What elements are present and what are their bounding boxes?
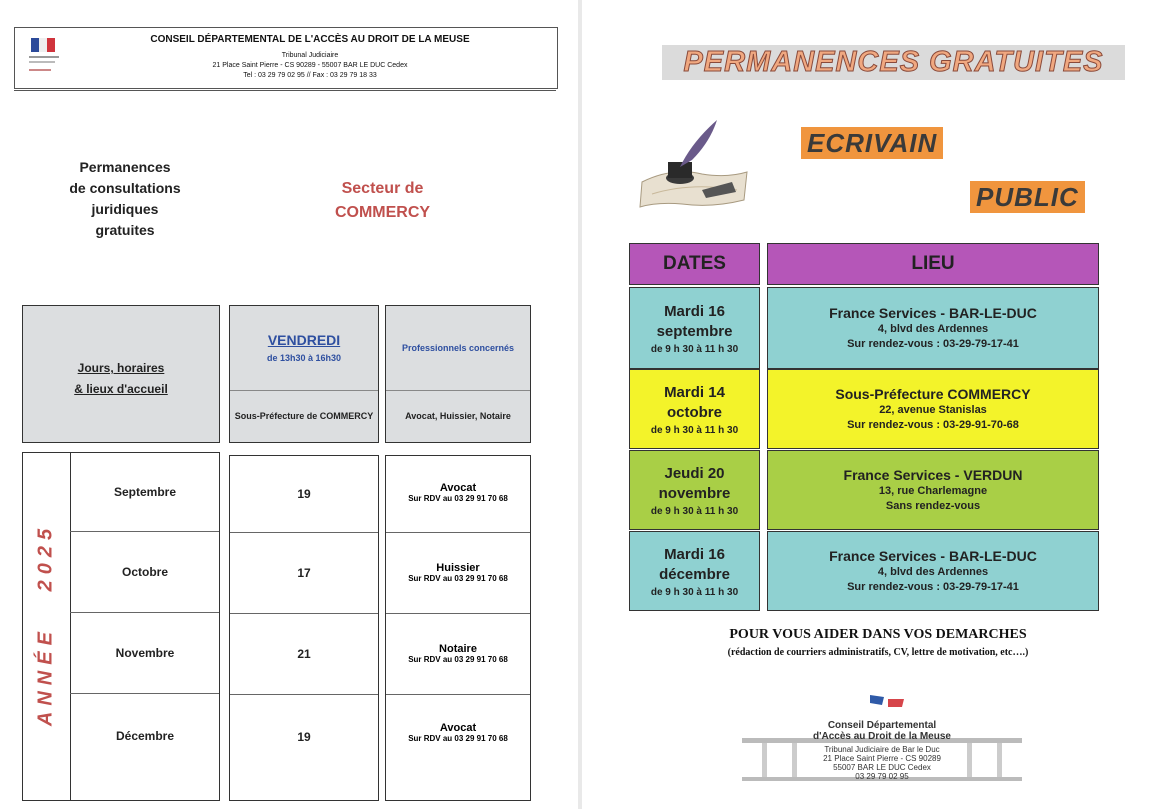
sector-line1: Secteur de (341, 180, 424, 197)
place-address: 4, blvd des Ardennes (877, 323, 989, 335)
left-header-box (14, 27, 558, 89)
date-line2: novembre (658, 484, 731, 502)
place-label: Sous-Préfecture de COMMERCY (234, 411, 374, 421)
month-name: Novembre (115, 646, 175, 660)
place-name: France Services - VERDUN (843, 467, 1023, 483)
place-contact: Sur rendez-vous : 03-29-91-70-68 (847, 419, 1019, 431)
date-time: de 9 h 30 à 11 h 30 (650, 505, 739, 517)
pro-entry (386, 482, 530, 503)
pro-entry (386, 722, 530, 743)
place-contact: Sur rendez-vous : 03-29-79-17-41 (847, 338, 1019, 350)
intro-line3: juridiques (91, 201, 159, 217)
right-flyer-page (582, 0, 1173, 809)
months-column (22, 452, 220, 801)
footer-org (737, 720, 1027, 742)
date-time: de 9 h 30 à 11 h 30 (650, 424, 739, 436)
left-header-line3: Tel : 03 29 79 02 95 // Fax : 03 29 79 18 33 (243, 72, 377, 79)
date-line1: Mardi 16 (664, 545, 725, 563)
month-name: Décembre (115, 729, 175, 743)
pro-name: Avocat (439, 482, 477, 494)
sector-title (310, 177, 455, 225)
lieu-header-label: LIEU (911, 253, 955, 274)
footer-address (737, 745, 1027, 781)
pro-rdv: Sur RDV au 03 29 91 70 68 (408, 494, 508, 503)
left-header-line1: Tribunal Judiciaire (281, 52, 339, 59)
date-line2: décembre (659, 565, 730, 583)
day-box (229, 305, 379, 443)
footer-line3: Tribunal Judiciaire de Bar le Duc (824, 745, 940, 754)
days-column (229, 455, 379, 801)
pro-rdv: Sur RDV au 03 29 91 70 68 (408, 655, 508, 664)
year-label: ANNÉE 2025 (34, 522, 57, 727)
intro-line1: Permanences (79, 159, 171, 175)
date-cell (629, 450, 760, 530)
date-time: de 9 h 30 à 11 h 30 (650, 586, 739, 598)
date-line2: septembre (656, 322, 733, 340)
month-name: Octobre (121, 565, 168, 579)
tag-public: PUBLIC (970, 181, 1085, 213)
pro-rdv: Sur RDV au 03 29 91 70 68 (408, 574, 508, 583)
pro-box-divider (386, 390, 530, 391)
footer-line5: 55007 BAR LE DUC Cedex (833, 763, 931, 772)
col-header-lieu (767, 243, 1099, 285)
date-cell (629, 531, 760, 611)
place-name: France Services - BAR-LE-DUC (829, 305, 1037, 321)
intro-line4: gratuites (95, 222, 155, 238)
place-name: Sous-Préfecture COMMERCY (835, 386, 1031, 402)
help-subtitle: (rédaction de courriers administratifs, CV, lettre de motivation, etc….) (727, 647, 1029, 658)
pro-entry (386, 643, 530, 664)
place-name: France Services - BAR-LE-DUC (829, 548, 1037, 564)
col-header-dates (629, 243, 760, 285)
left-header-title: CONSEIL DÉPARTEMENTAL DE L'ACCÈS AU DROIT DE LA MEUSE (150, 34, 470, 45)
date-line1: Mardi 14 (664, 383, 725, 401)
pro-name: Notaire (439, 643, 477, 655)
place-cell (767, 531, 1099, 611)
place-cell (767, 369, 1099, 449)
place-address: 4, blvd des Ardennes (877, 566, 989, 578)
pros-column (385, 455, 531, 801)
intro-text (55, 157, 195, 241)
footer-line4: 21 Place Saint Pierre - CS 90289 (823, 754, 941, 763)
tag-ecrivain: ECRIVAIN (801, 127, 943, 159)
day-number: 19 (297, 487, 311, 501)
pro-name: Avocat (439, 722, 477, 734)
pro-entry (386, 562, 530, 583)
day-number: 17 (297, 566, 311, 580)
intro-line2: de consultations (69, 180, 181, 196)
pro-sep-1 (386, 532, 530, 533)
footer-line2: d'Accès au Droit de la Meuse (813, 731, 951, 742)
place-address: 13, rue Charlemagne (878, 485, 988, 497)
pro-name: Huissier (436, 562, 480, 574)
pro-header: Professionnels concernés (401, 343, 515, 353)
dates-header-label: DATES (663, 253, 726, 274)
place-contact: Sur rendez-vous : 03-29-79-17-41 (847, 581, 1019, 593)
date-cell (629, 287, 760, 369)
day-box-divider (230, 390, 378, 391)
quill-inkwell-icon (632, 112, 757, 216)
place-address: 22, avenue Stanislas (879, 404, 987, 416)
month-name: Septembre (113, 485, 177, 499)
marianne-logo-icon (25, 36, 65, 76)
schedule-label-box (22, 305, 220, 443)
flags-icon (868, 693, 908, 709)
date-line1: Mardi 16 (664, 302, 725, 320)
footer-line1: Conseil Départemental (827, 720, 937, 731)
day-label: VENDREDI (267, 332, 341, 348)
day-number: 21 (297, 647, 311, 661)
date-cell (629, 369, 760, 449)
pros-list: Avocat, Huissier, Notaire (405, 411, 511, 421)
place-contact: Sans rendez-vous (885, 500, 981, 512)
pro-rdv: Sur RDV au 03 29 91 70 68 (408, 734, 508, 743)
sector-line2: COMMERCY (334, 204, 431, 221)
date-line1: Jeudi 20 (664, 464, 725, 482)
day-number: 19 (297, 730, 311, 744)
header-divider (14, 90, 556, 91)
banner-title: PERMANENCES GRATUITES (662, 45, 1125, 80)
pro-sep-2 (386, 613, 530, 614)
date-line2: octobre (666, 403, 722, 421)
place-cell (767, 287, 1099, 369)
date-time: de 9 h 30 à 11 h 30 (650, 343, 739, 355)
professionals-box (385, 305, 531, 443)
place-cell (767, 450, 1099, 530)
left-flyer-page (0, 0, 578, 809)
left-header-line2: 21 Place Saint Pierre - CS 90289 - 55007 BAR LE DUC Cedex (212, 62, 408, 69)
pro-sep-3 (386, 694, 530, 695)
footer-line6: 03 29 79 02 95 (855, 772, 909, 781)
help-title: POUR VOUS AIDER DANS VOS DEMARCHES (729, 627, 1027, 642)
hours-label: de 13h30 à 16h30 (266, 353, 342, 363)
label-line2: & lieux d'accueil (74, 382, 168, 396)
label-line1: Jours, horaires (77, 361, 165, 375)
